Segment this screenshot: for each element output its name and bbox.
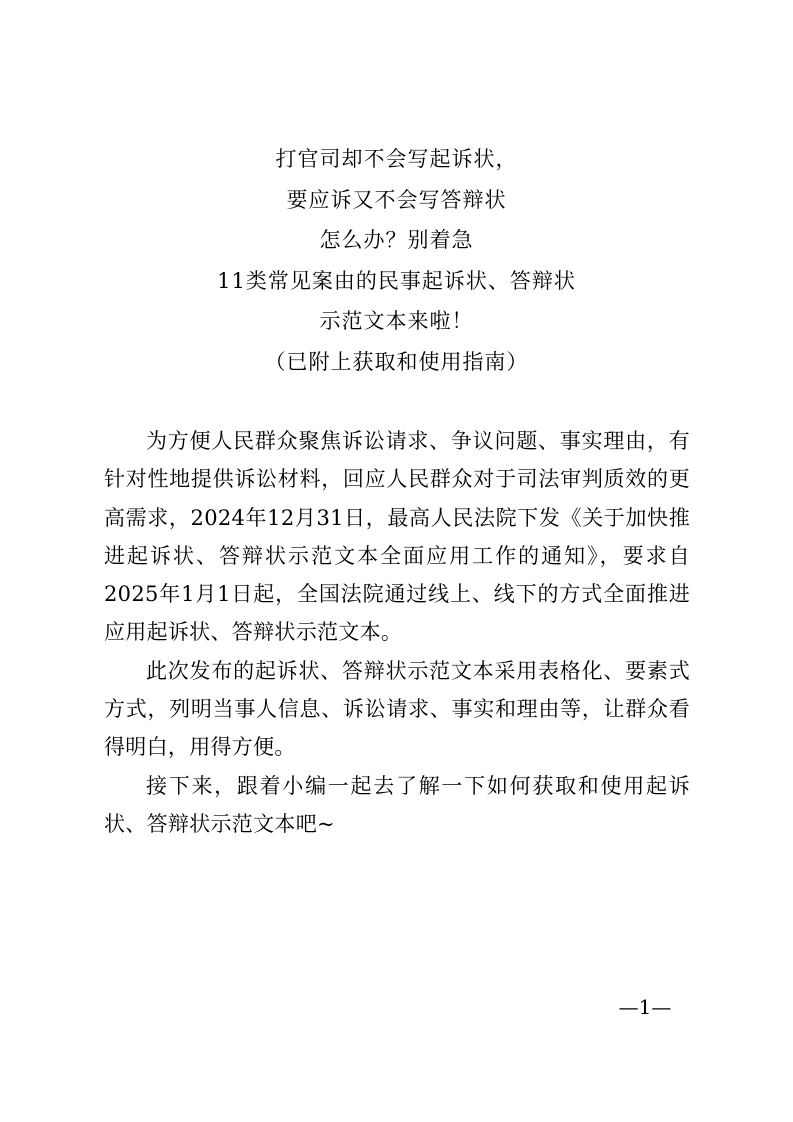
title-line-4: 11类常见案由的民事起诉状、答辩状 xyxy=(217,268,576,293)
paragraph-1: 为方便人民群众聚焦诉讼请求、争议问题、事实理由，有针对性地提供诉讼材料，回应人民群众对于司法审判质效的更高需求，2024年12月31日，最高人民法院下发《关于加快推进起诉状、答辩状示范文本全面应用工作的通知》，要求自2025年1月1日起，全国法院通过线上、线下的方式全面推进应用起诉状、答辩状示范文本。 xyxy=(104,429,690,645)
paragraph-3: 接下来，跟着小编一起去了解一下如何获取和使用起诉状、答辩状示范文本吧~ xyxy=(104,773,690,836)
title-line-3: 怎么办？别着急 xyxy=(319,228,474,252)
body-text xyxy=(104,422,690,843)
title-block xyxy=(0,139,793,382)
title-line-1: 打官司却不会写起诉状， xyxy=(275,147,518,171)
title-line-2: 要应诉又不会写答辩状 xyxy=(286,187,507,212)
page-number: —1— xyxy=(618,995,672,1019)
title-line-6: （已附上获取和使用指南） xyxy=(264,349,529,374)
paragraph-2: 此次发布的起诉状、答辩状示范文本采用表格化、要素式方式，列明当事人信息、诉讼请求、事实和理由等，让群众看得明白，用得方便。 xyxy=(104,658,690,760)
title-line-5: 示范文本来啦！ xyxy=(319,309,474,333)
